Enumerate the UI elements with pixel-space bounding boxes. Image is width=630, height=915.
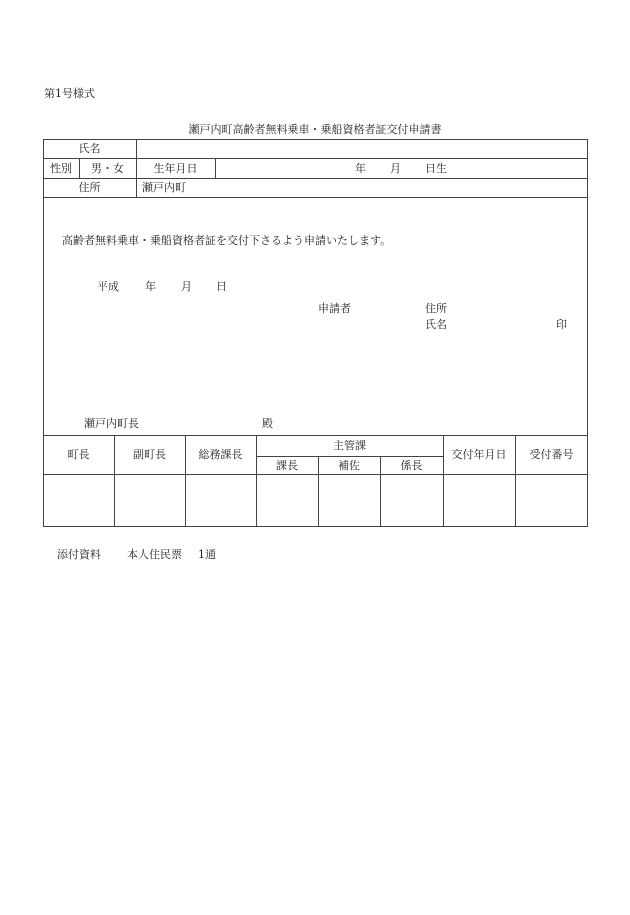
attachment-item: 本人住民票	[127, 548, 182, 561]
seal-mark: 印	[556, 318, 567, 331]
address-value[interactable]: 瀬戸内町	[142, 181, 186, 194]
responsible-section-header: 主管課	[333, 439, 366, 452]
birth-month-label: 月	[390, 162, 401, 175]
date-month: 月	[181, 280, 192, 293]
addressee-honorific: 殿	[262, 417, 273, 430]
issue-number-header: 受付番号	[529, 448, 574, 461]
birth-date-label: 生年月日	[153, 161, 198, 175]
gender-options[interactable]: 男・女	[91, 161, 124, 175]
name-label: 氏名	[78, 142, 101, 155]
general-affairs-chief-header: 総務課長	[198, 448, 243, 461]
date-day: 日	[216, 280, 227, 293]
applicant-address-label: 住所	[425, 302, 447, 315]
attachment-label: 添付資料	[57, 548, 101, 561]
section-chief-header: 課長	[276, 458, 298, 472]
applicant-label: 申請者	[318, 302, 351, 315]
applicant-name-label: 氏名	[425, 318, 447, 331]
date-era: 平成	[97, 280, 119, 293]
assistant-header: 補佐	[338, 458, 360, 472]
request-text: 高齢者無料乗車・乗船資格者証を交付下さるよう申請いたします。	[62, 234, 392, 247]
attachment-count: 1通	[198, 548, 216, 561]
name-field[interactable]	[136, 139, 588, 158]
address-label: 住所	[78, 181, 101, 194]
birth-day-label: 日生	[425, 162, 447, 175]
mayor-header: 町長	[67, 448, 90, 461]
subsection-chief-header: 係長	[400, 458, 423, 472]
form-number: 第1号様式	[44, 87, 95, 100]
issue-date-header: 交付年月日	[451, 448, 507, 461]
date-year: 年	[145, 280, 156, 293]
gender-label: 性別	[50, 161, 72, 175]
birth-year-label: 年	[355, 162, 366, 175]
form-title: 瀬戸内町高齢者無料乗車・乗船資格者証交付申請書	[188, 123, 442, 136]
deputy-mayor-header: 副町長	[133, 448, 166, 461]
addressee: 瀬戸内町長	[84, 417, 139, 430]
